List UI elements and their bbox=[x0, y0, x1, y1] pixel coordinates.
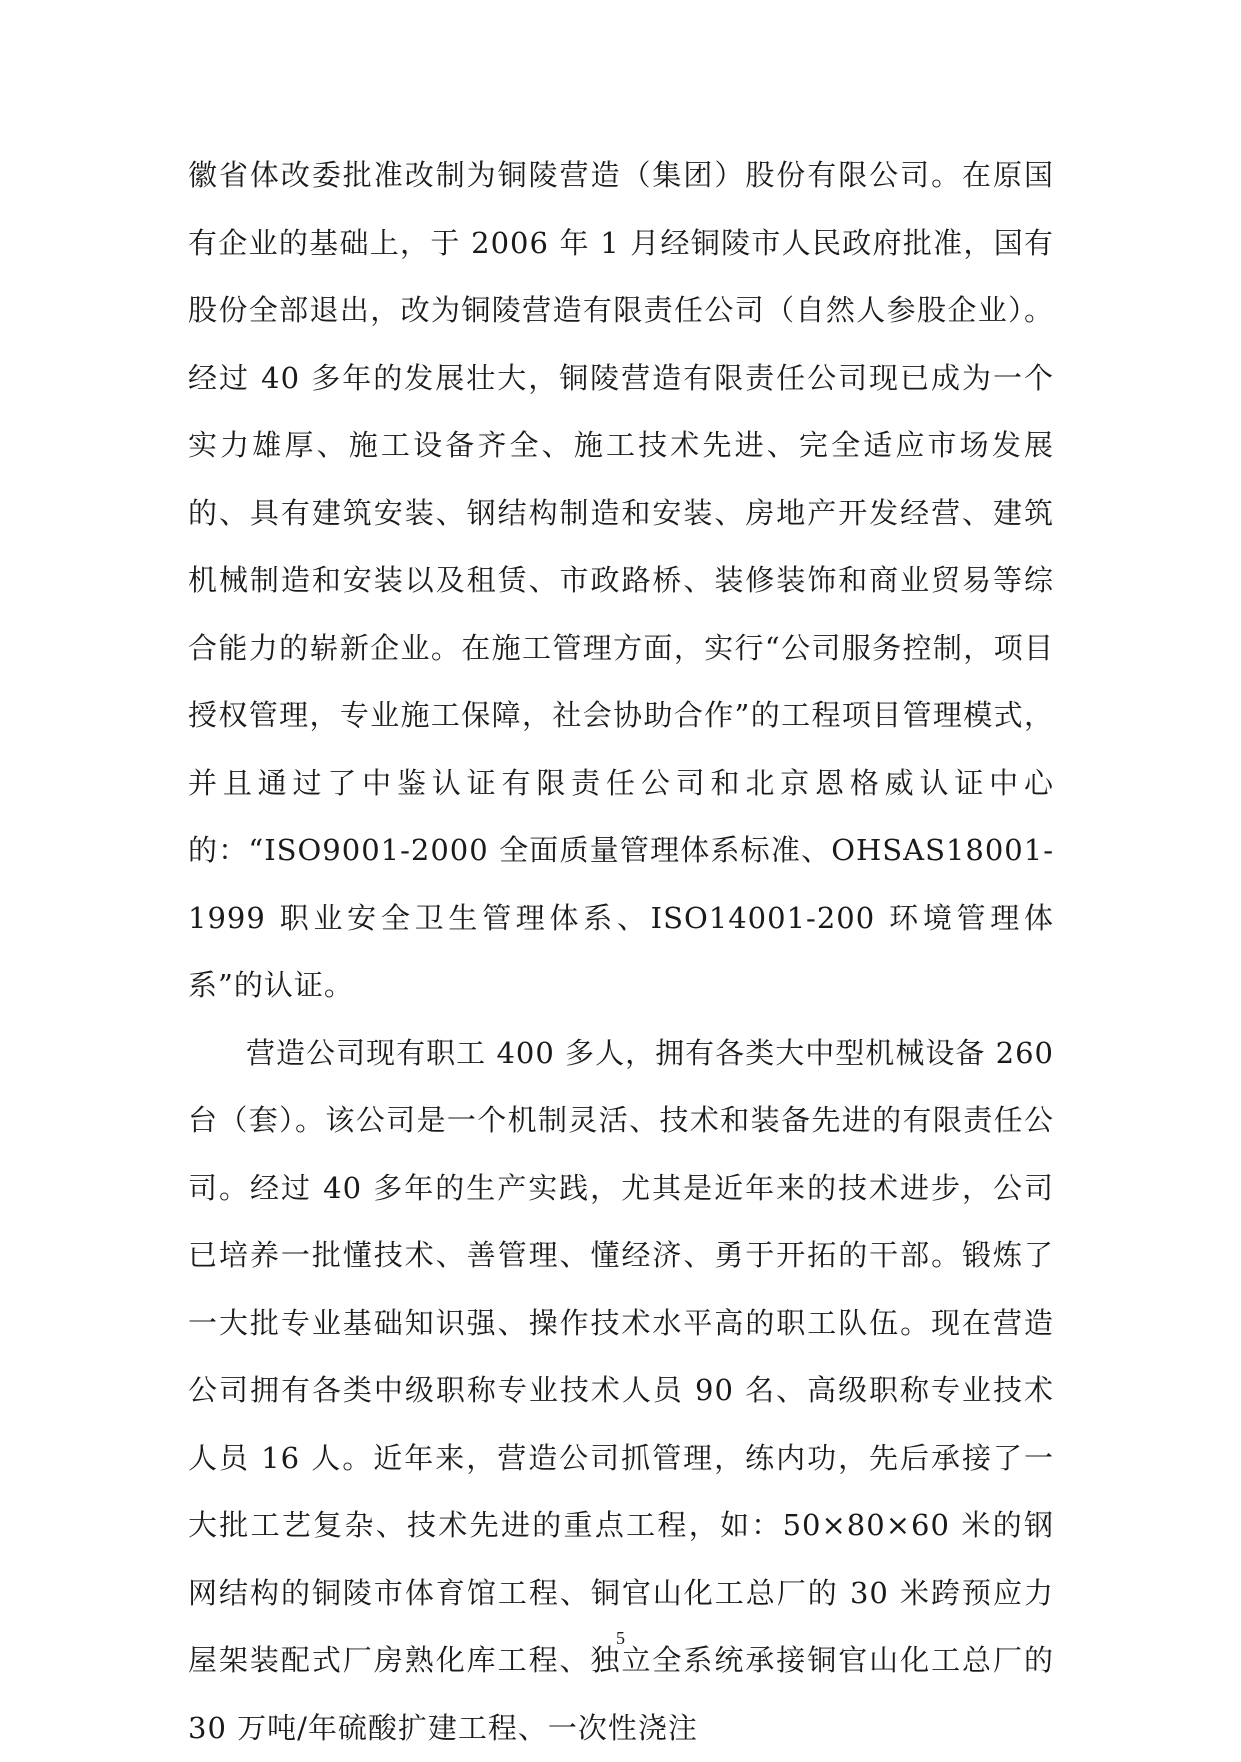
paragraph-1: 徽省体改委批准改制为铜陵营造（集团）股份有限公司。在原国有企业的基础上，于 2006 年 1 月经铜陵市人民政府批准，国有股份全部退出，改为铜陵营造有限责任公司（自然人参股企业）。经过 40 多年的发展壮大，铜陵营造有限责任公司现已成为一个实力雄厚、施工设备齐全、施工技术先进、完全适应市场发展的、具有建筑安装、钢结构制造和安装、房地产开发经营、建筑机械制造和安装以及租赁、市政路桥、装修装饰和商业贸易等综合能力的崭新企业。在施工管理方面，实行“公司服务控制，项目授权管理，专业施工保障，社会协助合作”的工程项目管理模式，并且通过了中鉴认证有限责任公司和北京恩格威认证中心的：“ISO9001-2000 全面质量管理体系标准、OHSAS18001-1999 职业安全卫生管理体系、ISO14001-200 环境管理体系”的认证。 bbox=[188, 142, 1054, 1020]
body-text bbox=[188, 142, 1054, 1762]
page-number: 5 bbox=[0, 1628, 1241, 1649]
paragraph-2: 营造公司现有职工 400 多人，拥有各类大中型机械设备 260 台（套）。该公司是一个机制灵活、技术和装备先进的有限责任公司。经过 40 多年的生产实践，尤其是近年来的技术进步，公司已培养一批懂技术、善管理、懂经济、勇于开拓的干部。锻炼了一大批专业基础知识强、操作技术水平高的职工队伍。现在营造公司拥有各类中级职称专业技术人员 90 名、高级职称专业技术人员 16 人。近年来，营造公司抓管理，练内功，先后承接了一大批工艺复杂、技术先进的重点工程，如：50×80×60 米的钢网结构的铜陵市体育馆工程、铜官山化工总厂的 30 米跨预应力屋架装配式厂房熟化库工程、独立全系统承接铜官山化工总厂的 30 万吨/年硫酸扩建工程、一次性浇注 bbox=[188, 1020, 1054, 1762]
